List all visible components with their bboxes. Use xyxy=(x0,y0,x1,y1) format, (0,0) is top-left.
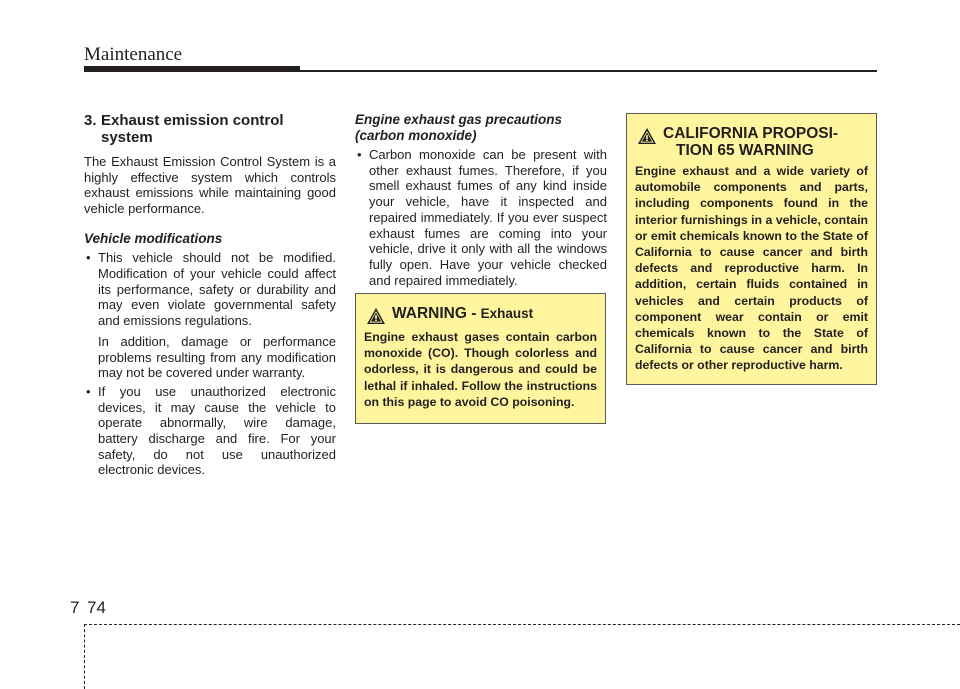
warning-exhaust-text: Engine exhaust gases contain carbon monoxide (CO). Though colorless and odorless, it is dangerous and could be lethal if inhaled. Follow the instructions on this page to avoid CO poisoning. xyxy=(364,330,597,409)
chapter-number: 7 xyxy=(70,598,80,617)
warning-exhaust-box xyxy=(355,293,606,424)
california-warning-title xyxy=(637,125,868,159)
subheading-vehicle-modifications: Vehicle modifications xyxy=(84,230,223,246)
warning-triangle-icon xyxy=(366,307,386,325)
middle-column xyxy=(355,112,607,291)
heading-number: 3. xyxy=(84,112,97,129)
warning-exhaust-title xyxy=(366,305,597,325)
intro-paragraph: The Exhaust Emission Control System is a highly effective system which controls exhaust emissions while maintaining good vehicle performance. xyxy=(84,154,336,217)
heading-line-2: system xyxy=(101,129,153,146)
california-warning-text: Engine exhaust and a wide variety of automobile components and parts, including components found in the interior furnishings in a vehicle, contain or emit chemicals known to the State of California to cause cancer and birth defects and reproductive harm. In addition, certain fluids contained in vehicles and certain products of component wear contain or emit chemicals known to the State of California to cause cancer and birth defects or other reproductive harm. xyxy=(635,164,868,373)
header-rule-thick xyxy=(84,66,300,72)
california-title-line-2: TION 65 WARNING xyxy=(676,142,814,159)
subheading-line-1: Engine exhaust gas precautions xyxy=(355,112,563,127)
subheading-line-2: (carbon monoxide) xyxy=(355,127,477,143)
bullet-icon: • xyxy=(357,147,362,162)
list-item xyxy=(355,147,607,288)
list-item xyxy=(84,250,336,381)
california-title-line-1: CALIFORNIA PROPOSI- xyxy=(663,125,839,142)
page-number: 74 xyxy=(87,598,106,617)
heading-line-1: Exhaust emission control xyxy=(101,112,284,129)
list-item-text: This vehicle should not be modified. Modification of your vehicle could affect its performance, safety or durability and may even violate governmental safety and emissions regulations. xyxy=(98,250,336,329)
warning-label: WARNING - xyxy=(392,305,477,322)
header-rule-thin xyxy=(300,70,877,72)
subheading-exhaust-precautions xyxy=(355,112,607,143)
list-item-text: If you use unauthorized electronic devices, it may cause the vehicle to operate abnormally, wire damage, battery discharge and fire. For your safety, do not use unauthorized electronic devices. xyxy=(98,383,336,478)
warning-topic: Exhaust xyxy=(480,306,534,321)
footer-rule xyxy=(84,624,960,625)
precautions-list xyxy=(355,147,607,288)
left-column xyxy=(84,112,336,481)
list-item-text: Carbon monoxide can be present with other exhaust fumes. Therefore, if you smell exhaust fumes of any kind inside your vehicle, have it inspected and repaired immediately. If you ever suspect exhaust fumes are coming into your vehicle, drive it only with all the windows fully open. Have your vehicle checked and repaired immediately. xyxy=(369,147,607,288)
bullet-icon: • xyxy=(86,250,91,266)
bullet-icon: • xyxy=(86,383,91,399)
california-warning-box xyxy=(626,113,877,385)
footer-divider xyxy=(84,624,85,689)
modifications-list xyxy=(84,250,336,478)
section-heading xyxy=(84,112,336,146)
section-title: Maintenance xyxy=(84,44,183,65)
list-item xyxy=(84,384,336,478)
list-item-continuation: In addition, damage or performance problems resulting from any modification may not be covered under warranty. xyxy=(98,333,336,381)
warning-triangle-icon xyxy=(637,127,657,145)
